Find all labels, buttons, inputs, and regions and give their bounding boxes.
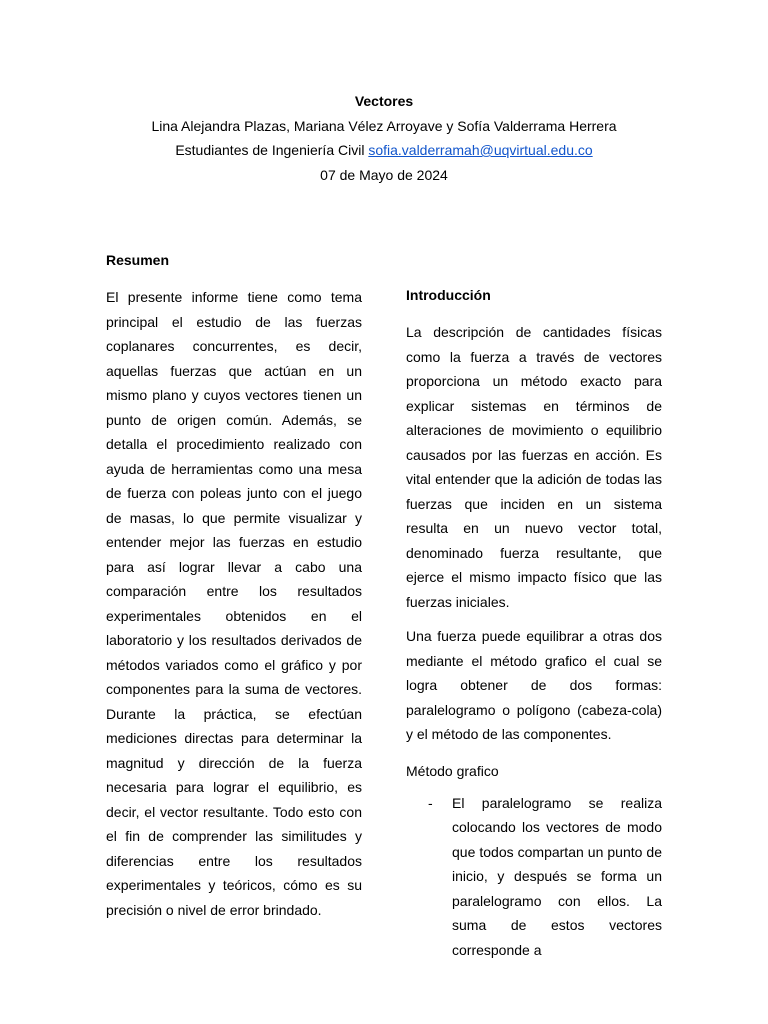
bullet-dash: - (428, 794, 433, 811)
author-list: Lina Alejandra Plazas, Mariana Vélez Arroyave y Sofía Valderrama Herrera (151, 117, 617, 134)
resumen-paragraph: El presente informe tiene como tema principal el estudio de las fuerzas coplanares concurrentes, es decir, aquellas fuerzas que actúan en un mismo plano y cuyos vectores tienen un punto de origen común. Además, se detalla el procedimiento realizado con ayuda de herramientas como una mesa de fuerza con poleas junto con el juego de masas, lo que permite visualizar y entender mejor las fuerzas en estudio para así lograr llevar a cabo una comparación entre los resultados experimentales obtenidos en el laboratorio y los resultados derivados de métodos variados como el gráfico y por componentes para la suma de vectores. Durante la práctica, se efectúan mediciones directas para determinar la magnitud y dirección de la fuerza necesaria para lograr el equilibrio, es decir, el vector resultante. Todo esto con el fin de comprender las similitudes y diferencias entre los resultados experimentales y teóricos, cómo es su precisión o nivel de error brindado. (106, 289, 362, 918)
intro-paragraph-2: Una fuerza puede equilibrar a otras dos mediante el método grafico el cual se logra obtener de dos formas: paralelogramo o polígono (cabeza-cola) y el método de las componentes. (406, 628, 662, 742)
paper-title: Vectores (354, 93, 414, 109)
bullet-text: El paralelogramo se realiza colocando los vectores de modo que todos compartan un punto de inicio, y después se forma un paralelogramo con ellos. La suma de estos vectores corresponde a (452, 794, 662, 958)
paper-header (0, 89, 768, 187)
email-link[interactable]: sofia.valderramah@uqvirtual.edu.co (368, 142, 593, 158)
resumen-heading: Resumen (106, 252, 170, 268)
list-item (406, 791, 662, 963)
right-column (406, 285, 662, 962)
intro-paragraph-1: La descripción de cantidades físicas como la fuerza a través de vectores proporciona un método exacto para explicar sistemas en términos de alteraciones de movimiento o equilibrio causados por las fuerzas en acción. Es vital entender que la adición de todas las fuerzas que inciden en un sistema resulta en un nuevo vector total, denominado fuerza resultante, que ejerce el mismo impacto físico que las fuerzas iniciales. (406, 324, 662, 610)
introduccion-heading: Introducción (406, 287, 491, 303)
metodo-grafico-subheading: Método grafico (406, 762, 499, 779)
affiliation-text: Estudiantes de Ingeniería Civil (175, 142, 365, 158)
affiliation-line (0, 138, 768, 163)
paper-date: 07 de Mayo de 2024 (320, 166, 448, 183)
left-column (106, 250, 362, 922)
